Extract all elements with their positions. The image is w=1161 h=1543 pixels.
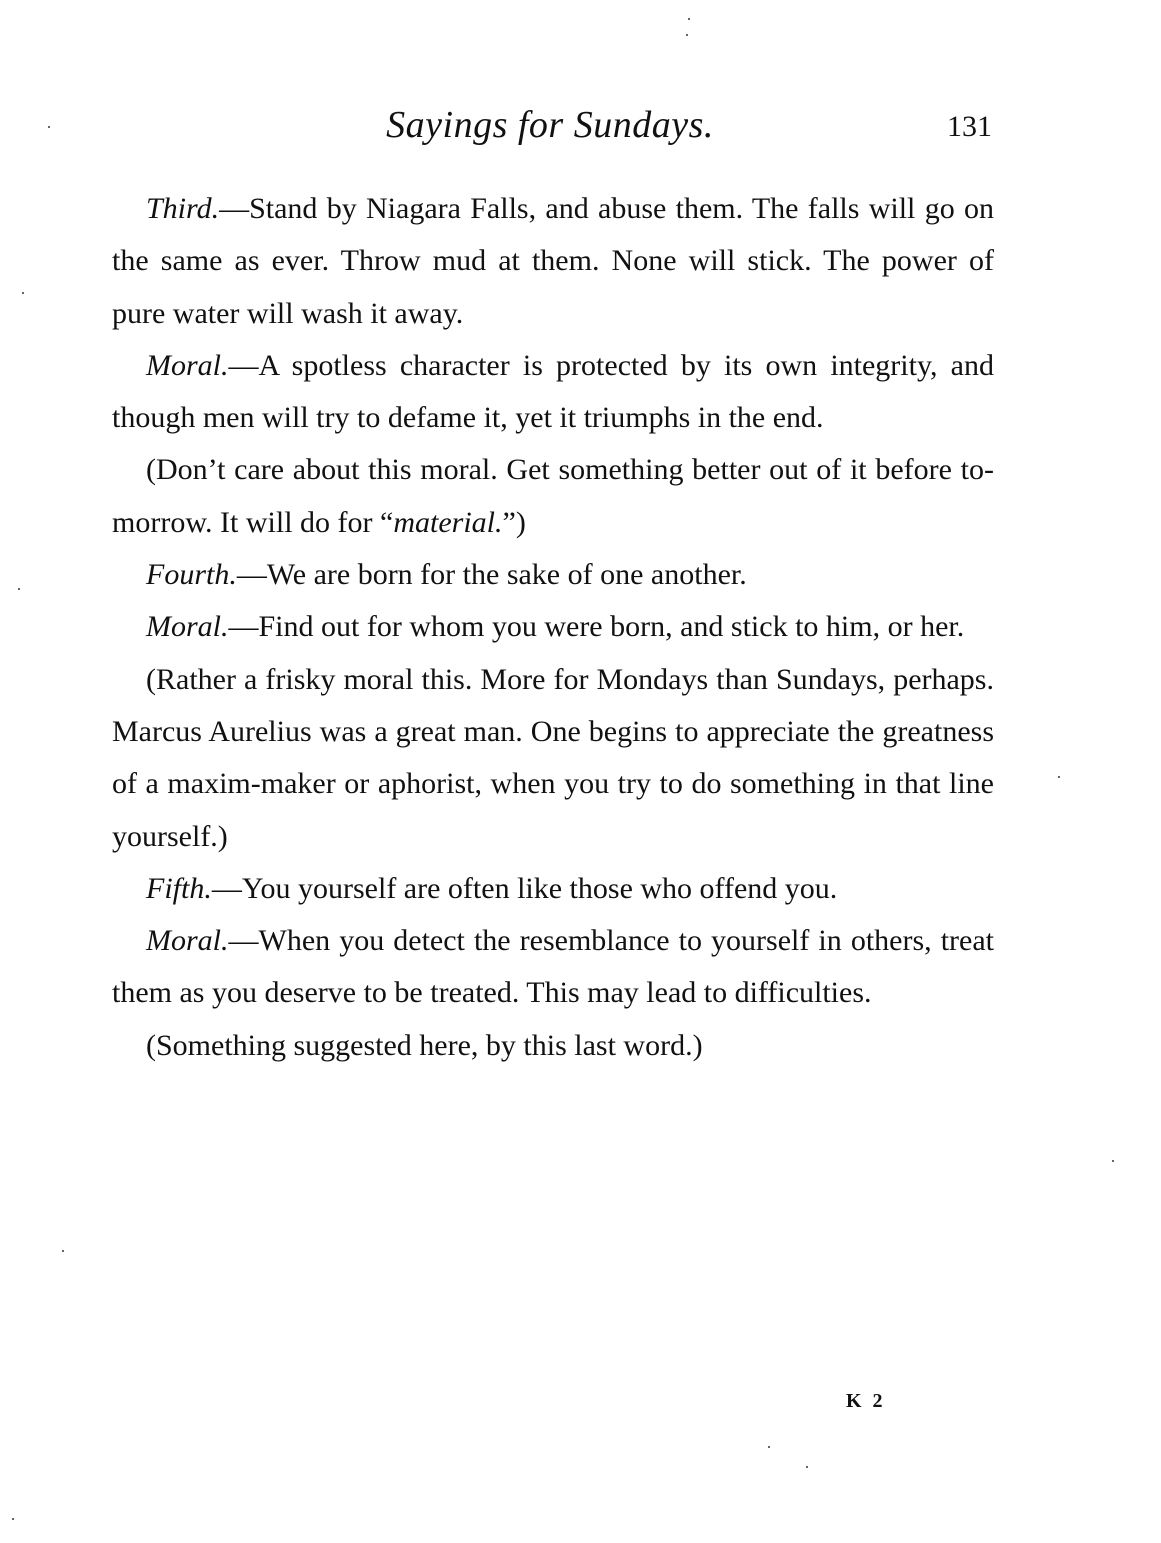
paragraph-text: (Rather a frisky moral this. More for Mondays than Sundays, perhaps. Marcus Aurelius was a great man. One begins to appreciate the greatness of a maxim-maker or aphorist, when you try to do something in that line yourself.) — [112, 662, 994, 853]
scan-speck — [1112, 1160, 1114, 1162]
scan-speck — [686, 34, 688, 36]
scan-speck — [768, 1446, 770, 1448]
scan-speck — [1058, 776, 1060, 778]
scan-speck — [22, 292, 24, 294]
paragraph-aside-1 — [112, 444, 994, 549]
paragraph-moral-3 — [112, 915, 994, 1020]
paragraph-fifth — [112, 863, 994, 915]
paragraph-lead: Fifth. — [146, 871, 212, 905]
paragraph-lead: Third. — [146, 192, 220, 225]
body-text — [112, 183, 994, 1072]
paragraph-text-end: ”) — [502, 505, 526, 539]
paragraph-moral-1 — [112, 340, 994, 445]
signature-mark: K 2 — [846, 1390, 886, 1412]
paragraph-lead: Fourth. — [146, 558, 237, 592]
paragraph-text: (Something suggested here, by this last word.) — [146, 1028, 703, 1062]
paragraph-lead: Moral. — [146, 610, 229, 644]
paragraph-italic-word: material. — [393, 505, 503, 539]
paragraph-aside-2 — [112, 654, 994, 863]
paragraph-text: —When you detect the resemblance to yourself in others, treat them as you deserve to be treated. This may lead to difficulties. — [112, 924, 994, 1010]
scan-speck — [806, 1466, 808, 1468]
paragraph-text: —We are born for the sake of one another. — [236, 558, 747, 592]
paragraph-text: —You yourself are often like those who offend you. — [211, 871, 838, 905]
paragraph-lead: Moral. — [146, 348, 229, 382]
page-number: 131 — [947, 110, 992, 143]
scan-speck — [62, 1250, 64, 1252]
paragraph-text: (Don’t care about this moral. Get something better out of it before to-morrow. It will do for “ — [112, 453, 994, 539]
scan-speck — [688, 18, 690, 20]
paragraph-text: —Stand by Niagara Falls, and abuse them. The falls will go on the same as ever. Throw mud at them. None will stick. The power of pure water will wash it away. — [112, 192, 994, 330]
paragraph-aside-3 — [112, 1020, 994, 1072]
scan-speck — [18, 588, 20, 590]
running-title: Sayings for Sundays. — [386, 104, 714, 146]
paragraph-third — [112, 183, 994, 340]
scan-speck — [12, 1518, 14, 1520]
paragraph-moral-2 — [112, 601, 994, 653]
paragraph-fourth — [112, 549, 994, 601]
paragraph-lead: Moral. — [146, 924, 229, 958]
scan-speck — [48, 126, 50, 128]
paragraph-text: —A spotless character is protected by its own integrity, and though men will try to defame it, yet it triumphs in the end. — [112, 348, 994, 435]
paragraph-text: —Find out for whom you were born, and stick to him, or her. — [228, 610, 965, 644]
